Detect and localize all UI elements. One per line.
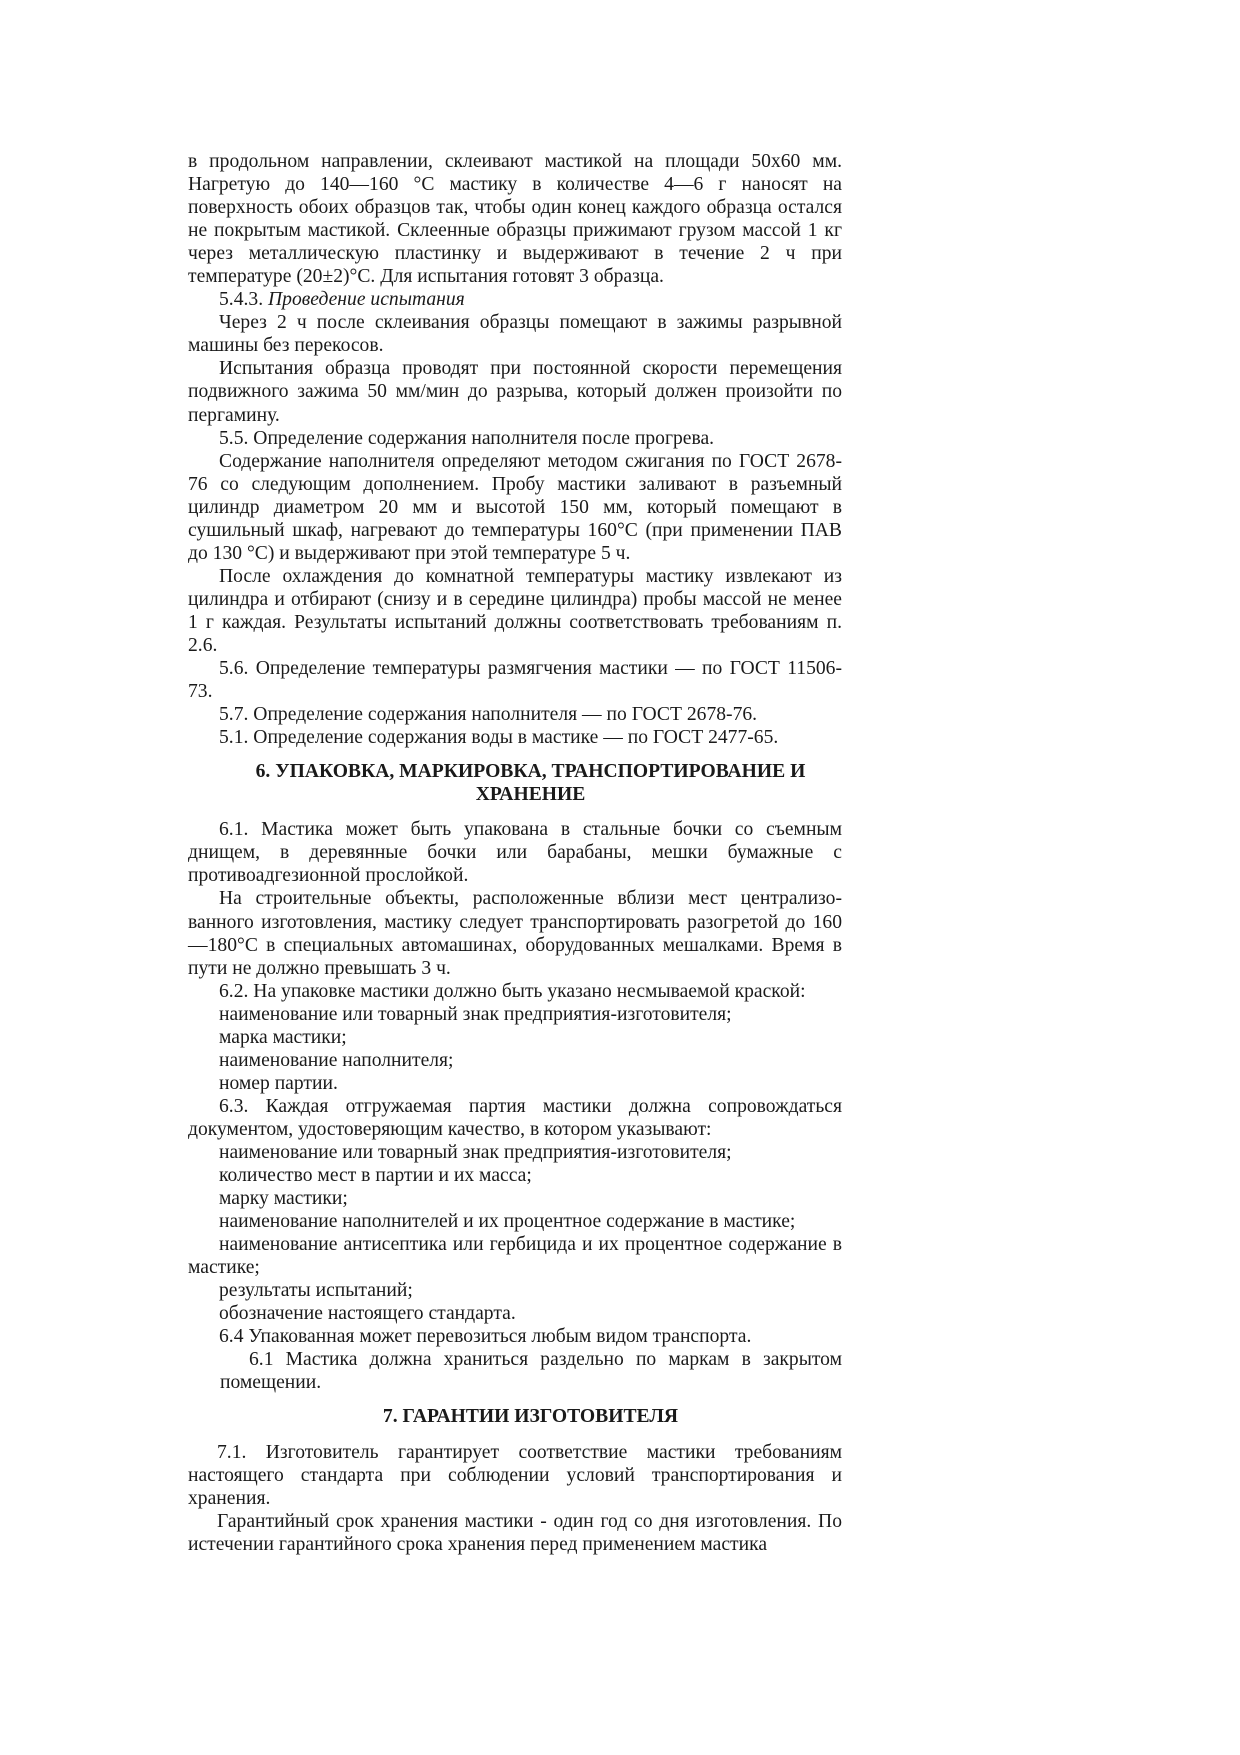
paragraph-filler-burning: Содержание наполнителя определяют методом сжигания по ГОСТ 2678-76 со следующим дополнением. Пробу мастики заливают в разъемный цилиндр диаметром 20 мм и высотой 150 мм, который помещают в сушильный шкаф, нагревают до температуры 160°С (при применении ПАВ до 130 °С) и выдерживают при этой температуре 5 ч. [188,450,842,564]
list-item-fillers-percent: наименование наполнителей и их процентное содержание в мастике; [219,1211,796,1233]
list-item-results: результаты испытаний; [219,1280,413,1302]
subsection-5-4-3-heading [188,288,842,311]
section-5-1: 5.1. Определение содержания воды в мастике — по ГОСТ 2477-65. [219,727,779,749]
paragraph-clamping: Через 2 ч после склеивания образцы помещают в зажимы разрывной машины без перекосов. [188,312,842,357]
paragraph-sample-preparation: в продольном направлении, склеивают мастикой на площади 50x60 мм. Нагретую до 140—160 °С мастику в количестве 4—6 г наносят на поверхность обоих образцов так, чтобы один конец каждого образца остался не покрытым мастикой. Склеенные образцы прижимают грузом массой 1 кг через металлическую пластинку и выдерживают в течение 2 ч при температуре (20±2)°С. Для испытания готовят 3 образца. [188,151,842,288]
section-6-heading-line1: 6. УПАКОВКА, МАРКИРОВКА, ТРАНСПОРТИРОВАНИЕ И [255,761,806,783]
paragraph-after-cooling: После охлаждения до комнатной температуры мастику извлекают из цилиндра и отбирают (снизу и в середине цилиндра) пробы массой не менее 1 г каждая. Результаты испытаний должны соответствовать требованиям п. 2.6. [188,565,842,656]
section-6-heading [188,760,842,806]
paragraph-7-1-guarantee: 7.1. Изготовитель гарантирует соответствие мастики требованиям настоящего стандарта при соблюдении условий транспортирования и хранения. [188,1441,842,1509]
subsection-number: 5.4.3. [219,289,264,311]
list-item-manufacturer: наименование или товарный знак предприятия-изготовителя; [219,1003,732,1025]
section-7-heading: 7. ГАРАНТИИ ИЗГОТОВИТЕЛЯ [382,1406,679,1428]
list-item-grade-2: марку мастики; [219,1188,348,1210]
section-5-7: 5.7. Определение содержания наполнителя — по ГОСТ 2678-76. [219,704,758,726]
subsection-title: Проведение испытания [268,289,465,311]
paragraph-6-3-document: 6.3. Каждая отгружаемая партия мастики должна сопровождаться документом, удостоверяющим качество, в котором указывают: [188,1095,842,1140]
section-5-6: 5.6. Определение температуры размягчения мастики — по ГОСТ 11506-73. [188,658,842,703]
list-item-antiseptic: наименование антисептика или гербицида и их процентное содержание в мастике; [188,1234,842,1279]
section-6-heading-line2: ХРАНЕНИЕ [475,784,586,806]
paragraph-storage: 6.1 Мастика должна храниться раздельно по маркам в закрытом помещении. [220,1349,842,1394]
list-item-manufacturer-2: наименование или товарный знак предприятия-изготовителя; [219,1141,732,1163]
paragraph-guarantee-period: Гарантийный срок хранения мастики - один год со дня изготовления. По истечении гарантийного срока хранения перед применением мастика [188,1510,842,1555]
paragraph-6-2-marking: 6.2. На упаковке мастики должно быть указано несмываемой краской: [219,980,806,1002]
list-item-standard: обозначение настоящего стандарта. [219,1303,516,1325]
list-item-batch: номер партии. [219,1072,338,1094]
paragraph-6-1-packaging: 6.1. Мастика может быть упакована в стальные бочки со съемным днищем, в деревянные бочки или барабаны, мешки бумажные с противоадгезионной прослойкой. [188,819,842,887]
document-page [188,150,842,1556]
paragraph-test-speed: Испытания образца проводят при постоянной скорости перемещения подвижного зажима 50 мм/мин до разрыва, который должен произойти по пергамину. [188,358,842,426]
list-item-quantity: количество мест в партии и их масса; [219,1165,532,1187]
section-5-5-heading: 5.5. Определение содержания наполнителя после прогрева. [219,427,715,449]
paragraph-6-4-transport: 6.4 Упакованная может перевозиться любым видом транспорта. [219,1326,752,1348]
list-item-filler: наименование наполнителя; [219,1049,454,1071]
list-item-grade: марка мастики; [219,1026,347,1048]
paragraph-transport-heated: На строительные объекты, расположенные вблизи мест централизо-ванного изготовления, мастику следует транспортировать разогретой до 160—180°С в специальных автомашинах, оборудованных мешалками. Время в пути не должно превышать 3 ч. [188,888,842,979]
